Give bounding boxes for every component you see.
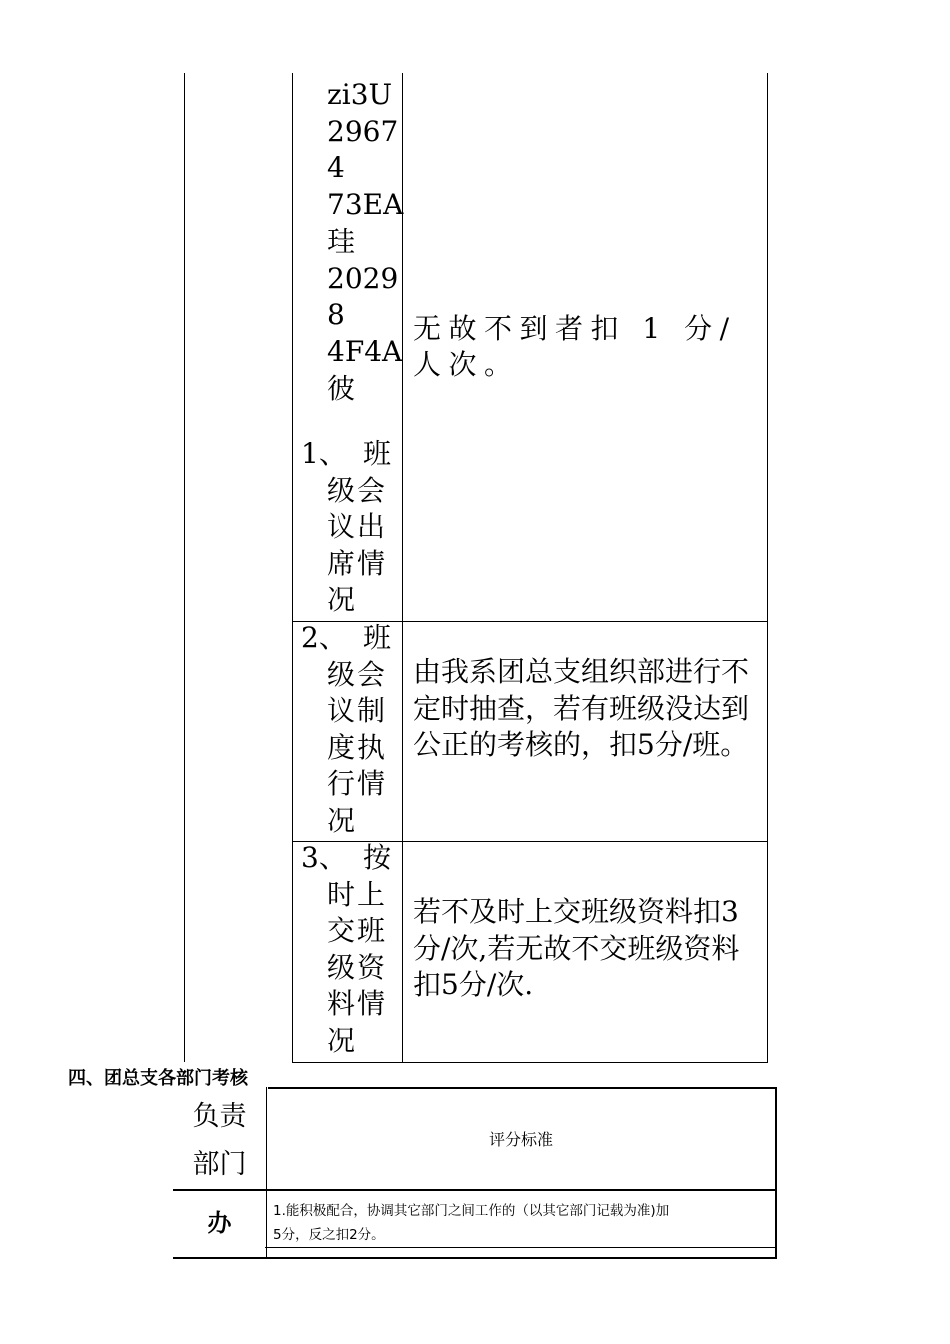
item-label: 3、 按 时上 交班 级资 料情 况 bbox=[301, 841, 392, 1057]
item-label: 1、 班 级会 议出 席情 况 bbox=[301, 437, 392, 616]
row-divider bbox=[265, 1247, 777, 1248]
item-cell bbox=[293, 73, 403, 621]
rule-text: 由我系团总支组织部进行不定时抽查，若有班级没达到公正的考核的，扣5分/班。 bbox=[413, 655, 750, 761]
item-cell bbox=[293, 842, 403, 1062]
section-heading: 四、团总支各部门考核 bbox=[68, 1068, 248, 1089]
score-column-header: 评分标准 bbox=[488, 1129, 553, 1149]
department-assessment-table bbox=[173, 1087, 777, 1259]
table-row bbox=[293, 621, 767, 841]
dept-column-header: 负责 部门 bbox=[192, 1101, 247, 1180]
table-border bbox=[173, 1257, 777, 1259]
garbled-code-text: zi3U 2967 4 73EA 珪 2029 8 4F4A 彼 bbox=[327, 78, 404, 405]
rule-cell bbox=[403, 842, 767, 1062]
left-table-border bbox=[184, 73, 185, 1062]
rule-text: 若不及时上交班级资料扣3分/次,若无故不交班级资料扣5分/次. bbox=[413, 895, 740, 1001]
rule-cell bbox=[403, 73, 767, 621]
table-row bbox=[293, 73, 767, 621]
item-label: 2、 班 级会 议制 度执 行情 况 bbox=[301, 621, 392, 837]
rule-cell bbox=[403, 622, 767, 841]
assessment-table-fragment bbox=[292, 73, 768, 1063]
table-row bbox=[293, 841, 767, 1062]
item-cell bbox=[293, 622, 403, 841]
dept-name: 办 bbox=[207, 1208, 232, 1237]
table-border bbox=[775, 1087, 777, 1259]
dept-rule: 1.能积极配合，协调其它部门之间工作的（以其它部门记载为准)加 5分，反之扣2分。 bbox=[273, 1203, 670, 1243]
rule-text: 无故不到者扣 1 分/人次。 bbox=[413, 311, 737, 381]
